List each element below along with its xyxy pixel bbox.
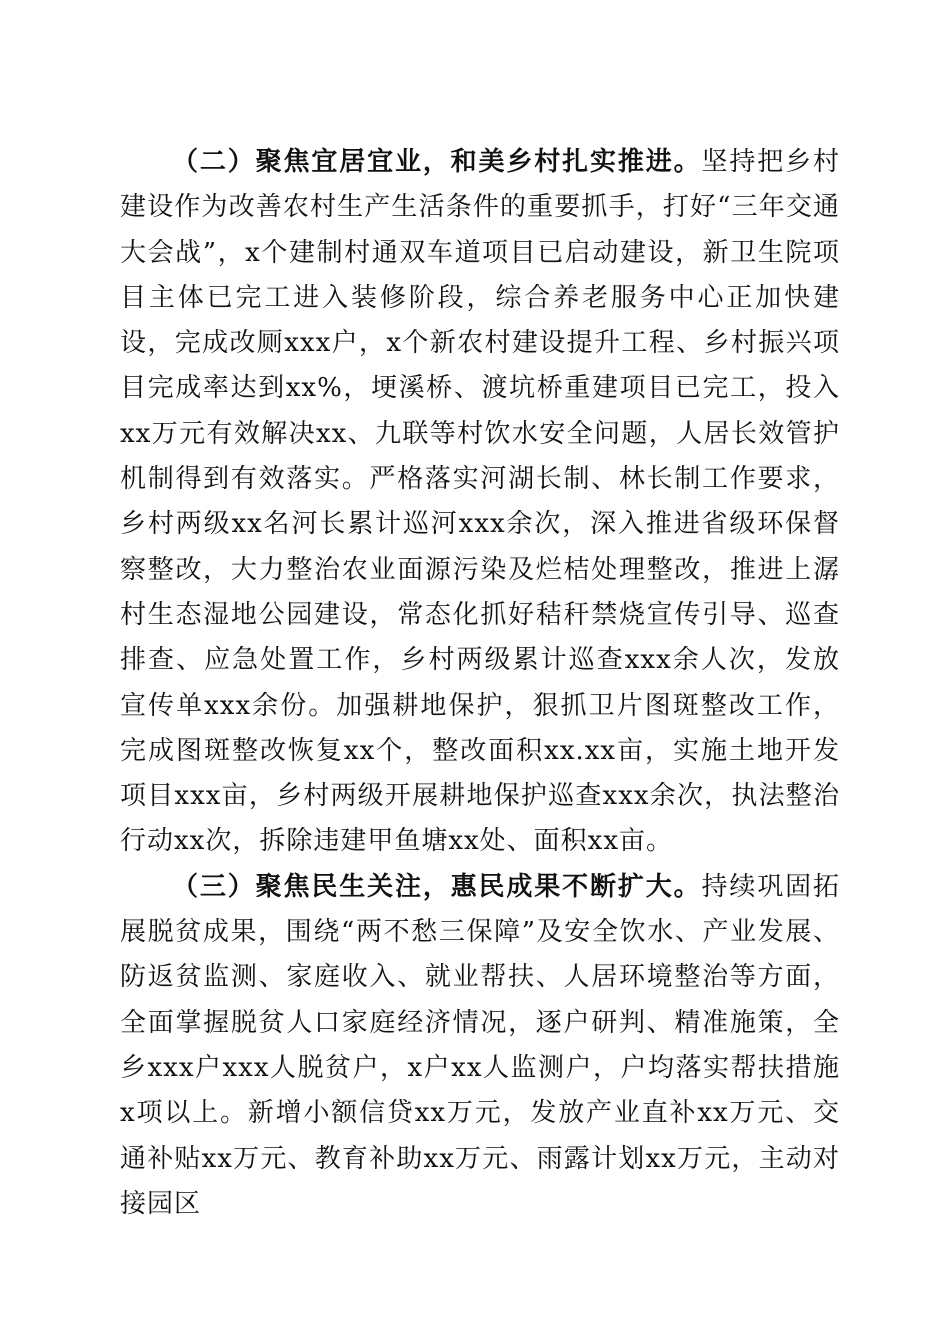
paragraph-section-3 [120, 865, 840, 1227]
paragraph-section-2 [120, 140, 840, 865]
section-3-body: 持续巩固拓展脱贫成果，围绕“两不愁三保障”及安全饮水、产业发展、防返贫监测、家庭收入、就业帮扶、人居环境整治等方面，全面掌握脱贫人口家庭经济情况，逐户研判、精准施策，全乡xxx户xxx人脱贫户，x户xx人监测户，户均落实帮扶措施x项以上。新增小额信贷xx万元，发放产业直补xx万元、交通补贴xx万元、教育补助xx万元、雨露计划xx万元，主动对接园区 [120, 871, 840, 1219]
section-3-heading: （三）聚焦民生关注，惠民成果不断扩大。 [172, 871, 702, 902]
document-body [120, 140, 840, 1227]
section-2-heading: （二）聚焦宜居宜业，和美乡村扎实推进。 [172, 147, 702, 177]
section-2-body: 坚持把乡村建设作为改善农村生产生活条件的重要抓手，打好“三年交通大会战”，x个建制村通双车道项目已启动建设，新卫生院项目主体已完工进入装修阶段，综合养老服务中心正加快建设，完成改厕xxx户，x个新农村建设提升工程、乡村振兴项目完成率达到xx%，埂溪桥、渡坑桥重建项目已完工，投入xx万元有效解决xx、九联等村饮水安全问题，人居长效管护机制得到有效落实。严格落实河湖长制、林长制工作要求，乡村两级xx名河长累计巡河xxx余次，深入推进省级环保督察整改，大力整治农业面源污染及烂桔处理整改，推进上潺村生态湿地公园建设，常态化抓好秸秆禁烧宣传引导、巡查排查、应急处置工作，乡村两级累计巡查xxx余人次，发放宣传单xxx余份。加强耕地保护，狠抓卫片图斑整改工作，完成图斑整改恢复xx个，整改面积xx.xx亩，实施土地开发项目xxx亩，乡村两级开展耕地保护巡查xxx余次，执法整治行动xx次，拆除违建甲鱼塘xx处、面积xx亩。 [120, 147, 840, 857]
